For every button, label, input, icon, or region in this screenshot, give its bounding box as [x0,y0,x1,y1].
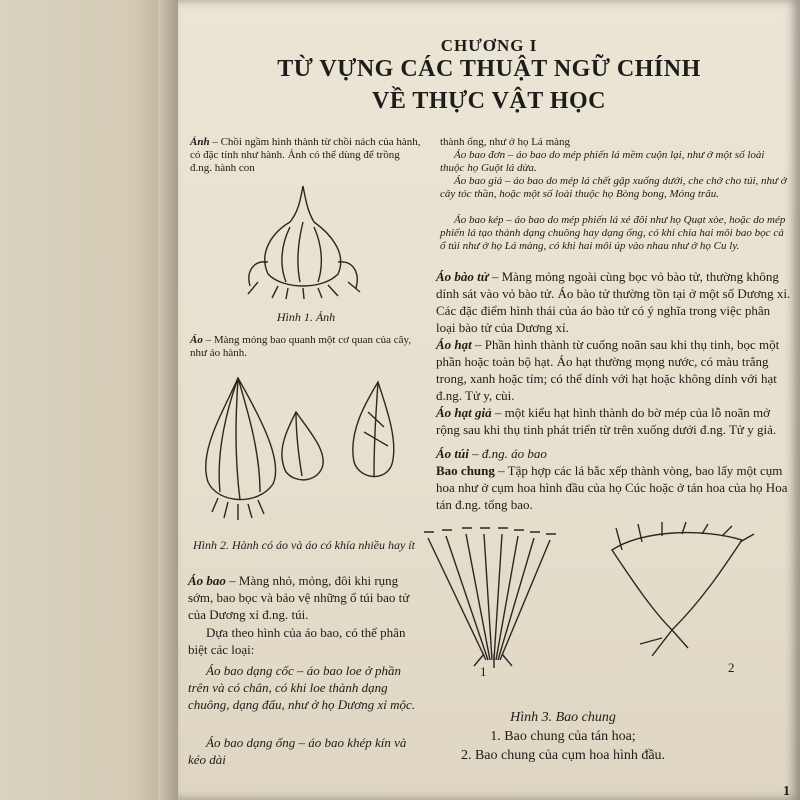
chapter-title-line1: TỪ VỰNG CÁC THUẬT NGỮ CHÍNH [277,56,701,82]
figure-2-caption: Hình 2. Hành có áo và áo có khía nhiều hay ít [193,538,415,552]
figure-3-flowerhead-drawing [592,520,772,666]
figure-1-caption: Hình 1. Ảnh [276,310,336,324]
entry-anh [190,136,422,175]
entry-bao-chung [436,462,792,513]
term-ao-bao-tu: Áo bào tử [436,269,489,284]
figure-1-bulb-drawing [228,182,378,300]
figure-2-onion-drawings [198,372,418,522]
def-ao-hat: – Phần hình thành từ cuống noãn sau khi thụ tinh, bọc một phần hoặc toàn bộ hạt. Áo hạt thường mọng nước, có màu trắng trong, xanh hoặc tím; có thể dính với hạt hoặc không dính với hạt đ.ng. Tử y, cùi. [436,337,780,403]
entry-ao-bao [188,572,424,623]
entry-ao-bao-kep: Áo bao kép – áo bao do mép phiến lá xẻ đôi như họ Quạt xòe, hoặc do mép phiến lá tạo thành dạng chuông hay dạng ống, có khi chia hai môi bao bọc cả ổ túi như ở họ Lá màng, có khi hai môi úp vào nhau như ở họ Cu ly. [440,214,786,252]
def-anh: – Chồi ngầm hình thành từ chồi nách của hành, có đặc tính như hành. Ảnh có thể dùng để trồng đ.ng. hành con [190,136,421,174]
figure-3-caption: Hình 3. Bao chung [510,710,616,725]
term-ao-hat-gia: Áo hạt giả [436,405,492,420]
page-number: 1 [783,784,790,799]
entry-ao-bao-tu [436,268,792,336]
chapter-title-line2: VỀ THỰC VẬT HỌC [372,88,606,114]
book-page [178,0,800,800]
def-ao-tui: – đ.ng. áo bao [468,446,547,461]
term-ao-tui: Áo túi [436,446,469,461]
term-ao-bao: Áo bao [188,573,226,588]
entry-ao-tui [436,445,792,462]
def-ao-hat-gia: – một kiểu hạt hình thành do bờ mép của lỗ noãn mở rộng sau khi thụ tinh phát triển từ trên xuống dưới đ.ng. Tử y giả. [436,405,777,437]
paragraph-ao-bao-dang-coc: Áo bao dạng cốc – áo bao loe ở phần trên và có chân, có khi loe thành dạng chuông, dạng đấu, như ở họ Dương xỉ mộc. [188,663,416,712]
def-bao-chung: – Tập hợp các lá bắc xếp thành vòng, bao lấy một cụm hoa như ở cụm hoa hình đầu của họ Cúc hoặc ở tán hoa của họ Hoa tán đ.ng. tổng bao. [436,463,788,512]
def-ao: – Màng mỏng bao quanh một cơ quan của cây, như áo hành. [190,334,412,359]
def-ao-bao-tu: – Màng mỏng ngoài cùng bọc vỏ bào tử, thường không dính sát vào vỏ bào tử. Áo bào tử thường tồn tại ở một số Dương xỉ. Các đặc điểm hình thái của áo bào tử có ý nghĩa trong việc phân loại bào tử của Dương xỉ. [436,269,791,335]
paragraph-ao-bao-dang-ong: Áo bao dạng ống – áo bao khép kín và kéo dài [188,735,407,767]
entry-ao-bao-don: Áo bao đơn – áo bao do mép phiến lá mềm cuộn lại, như ở một số loài thuộc họ Guột lá dừa. [440,149,765,174]
right-line-thanh-ong: thành ống, như ở họ Lá màng [440,136,571,148]
figure-3-label-1: 1 [480,664,487,679]
term-anh: Ảnh [190,136,210,148]
figure-3-item-2: 2. Bao chung của cụm hoa hình đầu. [460,748,666,763]
figure-3-label-2: 2 [728,660,735,675]
figure-3-item-1: 1. Bao chung của tán hoa; [490,729,636,744]
term-bao-chung: Bao chung [436,463,495,478]
entry-ao-bao-gia: Áo bao giả – áo bao do mép lá chết gập xuống dưới, che chở cho túi, như ở cây tóc thần, hoặc một số loài thuộc họ Bòng bong, Móng trâu. [440,175,787,200]
chapter-heading: CHƯƠNG I [440,36,538,55]
entry-ao [190,334,422,360]
entry-ao-hat-gia [436,404,792,438]
figure-3-caption-block [438,708,688,765]
term-ao-hat: Áo hạt [436,337,472,352]
paragraph-dua-theo: Dựa theo hình của áo bao, có thể phân biệt các loại: [188,625,406,657]
entry-ao-hat [436,336,792,404]
def-ao-bao: – Màng nhỏ, mỏng, đôi khi rụng sớm, bao bọc và bảo vệ những ổ túi bao tử của Dương xỉ đ.ng. túi. [188,573,410,622]
term-ao: Áo [190,334,203,346]
